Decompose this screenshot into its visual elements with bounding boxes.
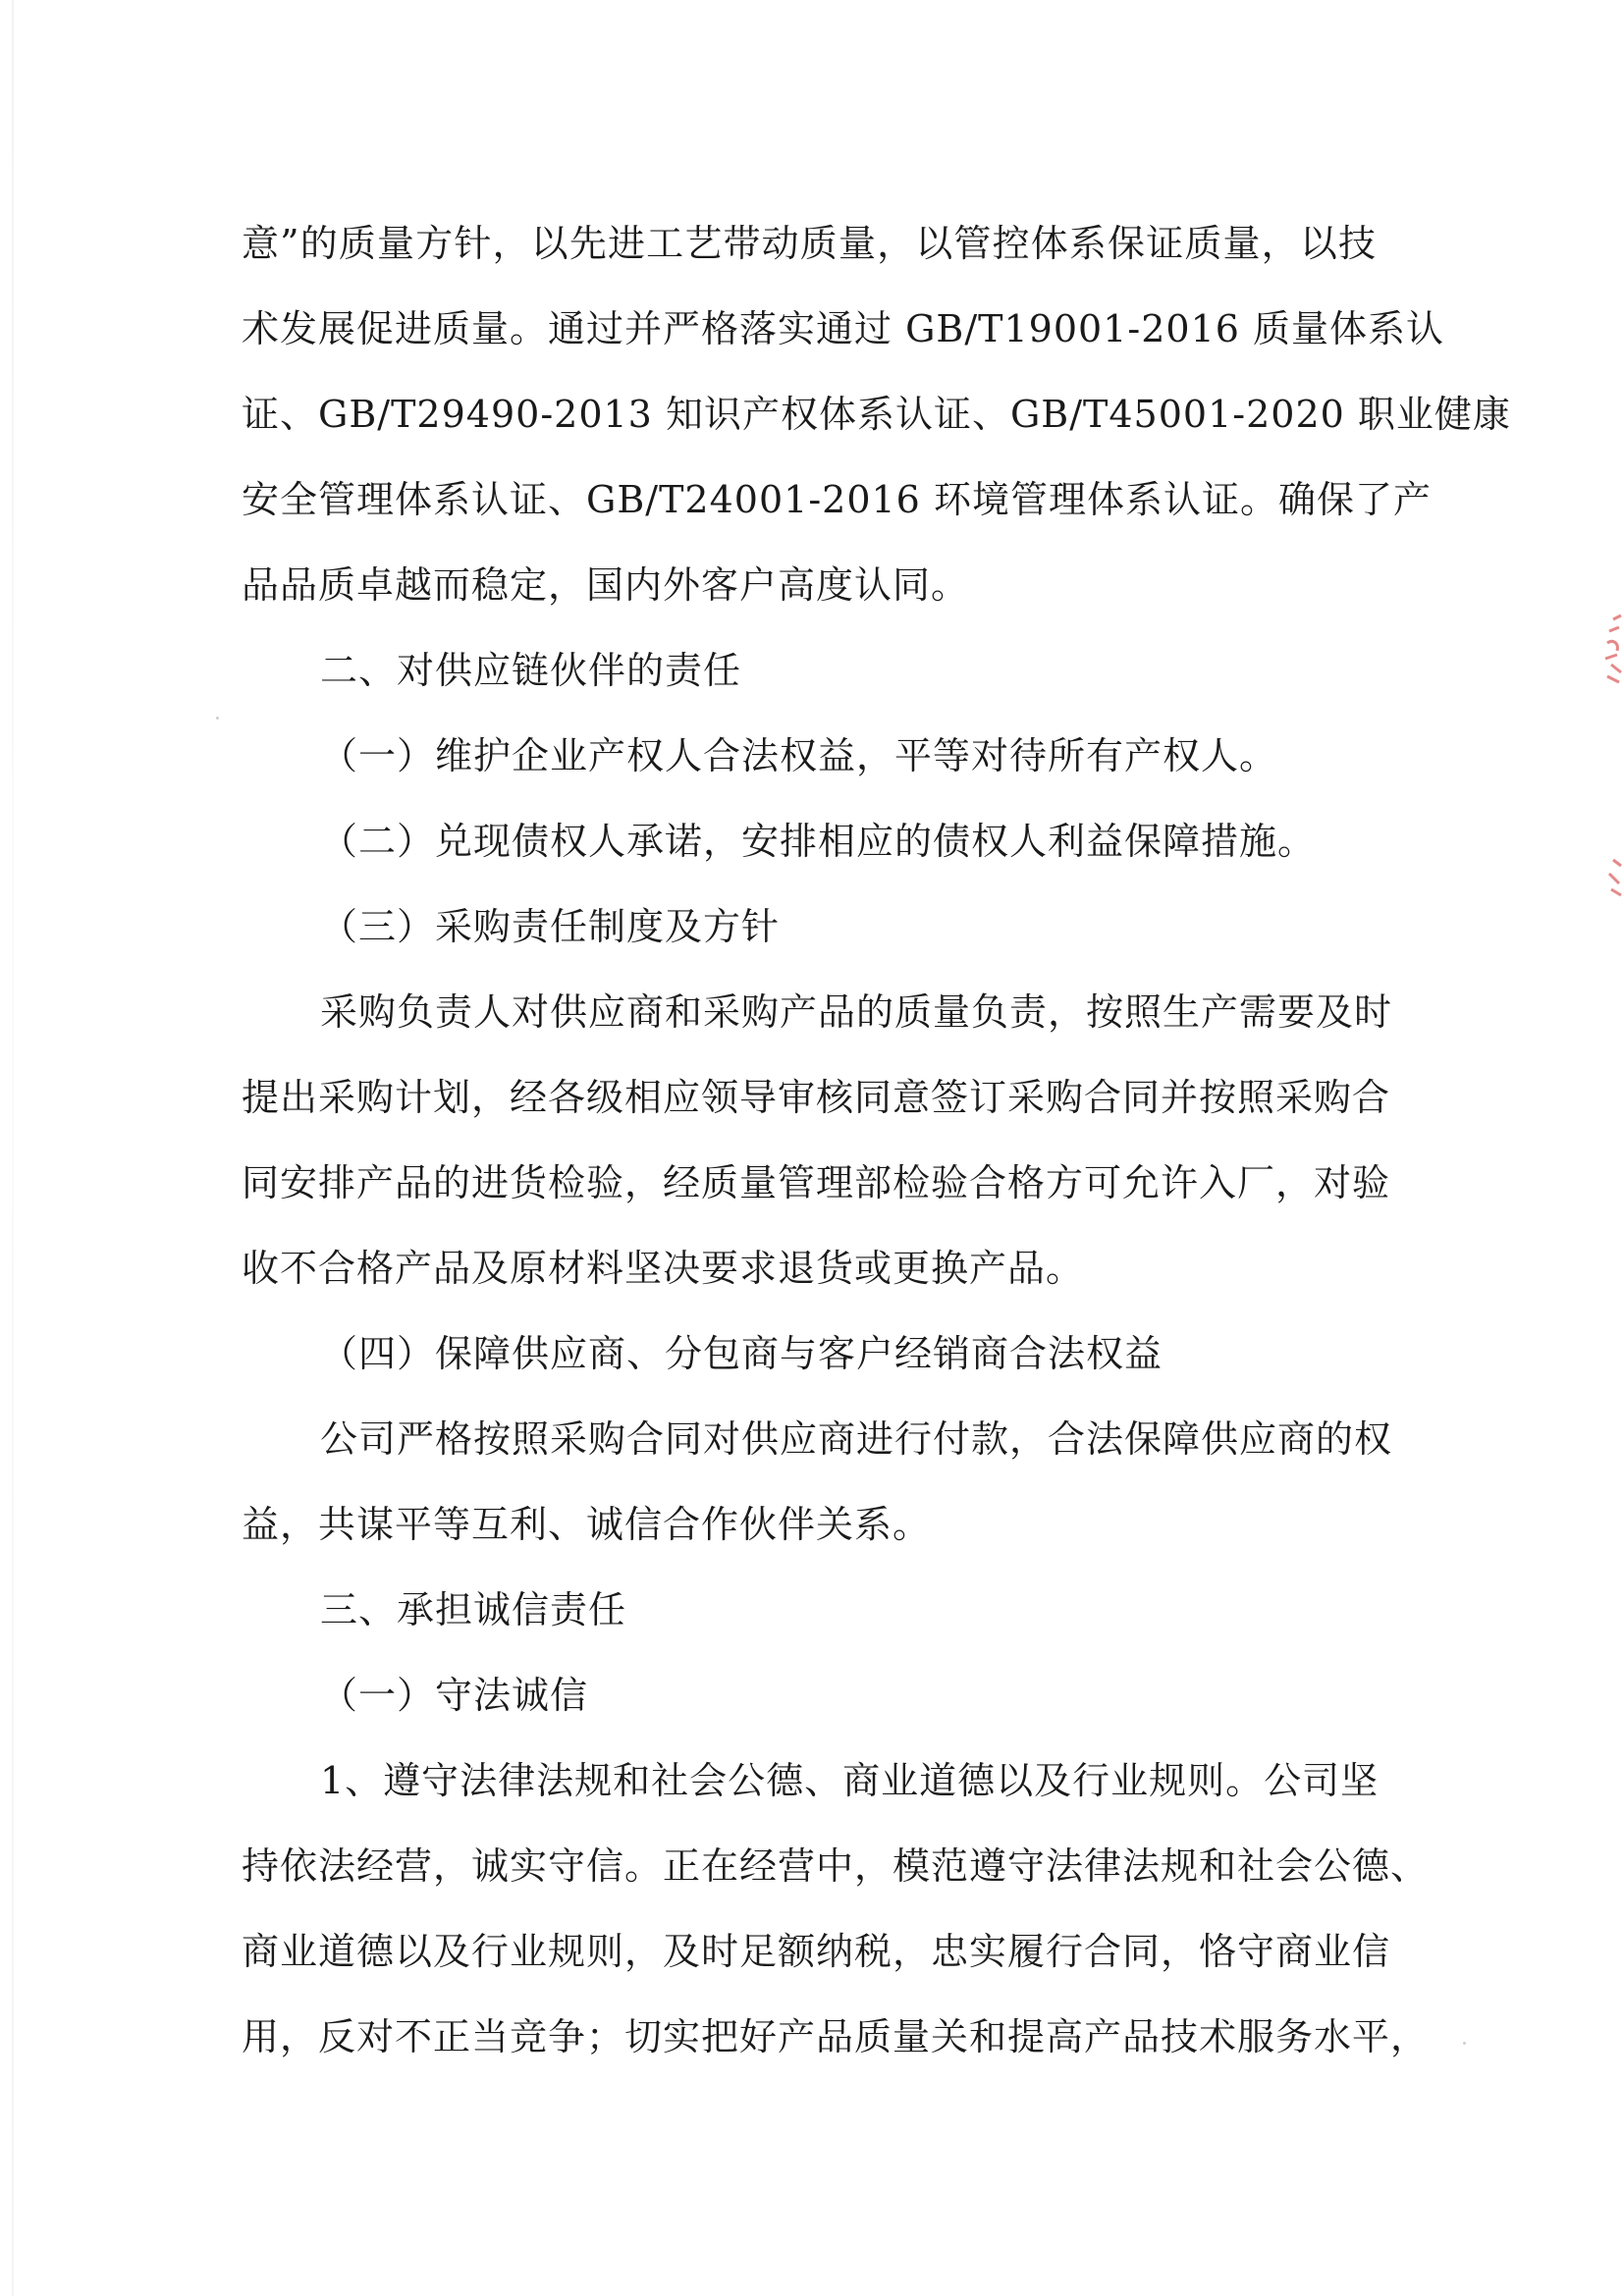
- text-line: （三）采购责任制度及方针: [320, 905, 781, 948]
- text-line: （一）守法诚信: [320, 1674, 589, 1717]
- text-line: 商业道德以及行业规则，及时足额纳税，忠实履行合同，恪守商业信: [242, 1930, 1391, 1973]
- text-line: 采购负责人对供应商和采购产品的质量负责，按照生产需要及时: [320, 990, 1393, 1034]
- text-line: 益，共谋平等互利、诚信合作伙伴关系。: [242, 1503, 932, 1546]
- text-line: 证、GB/T29490-2013 知识产权体系认证、GB/T45001-2020 职业健康: [242, 393, 1511, 436]
- text-line: 公司严格按照采购合同对供应商进行付款，合法保障供应商的权: [320, 1417, 1393, 1461]
- text-line: （四）保障供应商、分包商与客户经销商合法权益: [320, 1332, 1163, 1375]
- text-line: 提出采购计划，经各级相应领导审核同意签订采购合同并按照采购合: [242, 1076, 1391, 1119]
- text-line: 安全管理体系认证、GB/T24001-2016 环境管理体系认证。确保了产: [242, 478, 1432, 521]
- text-line: 二、对供应链伙伴的责任: [320, 649, 742, 692]
- scan-speck: [216, 717, 219, 720]
- text-line: 1、遵守法律法规和社会公德、商业道德以及行业规则。公司坚: [320, 1759, 1380, 1802]
- scan-edge: [12, 0, 14, 2296]
- text-line: 收不合格产品及原材料坚决要求退货或更换产品。: [242, 1247, 1085, 1290]
- text-line: 意”的质量方针，以先进工艺带动质量，以管控体系保证质量，以技: [242, 222, 1377, 265]
- text-line: 品品质卓越而稳定，国内外客户高度认同。: [242, 563, 970, 607]
- seal-fragment-bottom: [1584, 854, 1623, 903]
- seal-fragment-top: [1584, 614, 1623, 702]
- text-line: 用，反对不正当竞争；切实把好产品质量关和提高产品技术服务水平，: [242, 2015, 1430, 2058]
- scan-speck: [1463, 2042, 1466, 2045]
- text-line: 同安排产品的进货检验，经质量管理部检验合格方可允许入厂，对验: [242, 1161, 1391, 1204]
- text-line: （一）维护企业产权人合法权益，平等对待所有产权人。: [320, 734, 1278, 777]
- text-line: 持依法经营，诚实守信。正在经营中，模范遵守法律法规和社会公德、: [242, 1844, 1430, 1888]
- text-line: （二）兑现债权人承诺，安排相应的债权人利益保障措施。: [320, 820, 1317, 863]
- document-body: [242, 201, 1511, 2080]
- text-line: 术发展促进质量。通过并严格落实通过 GB/T19001-2016 质量体系认: [242, 307, 1445, 350]
- text-line: 三、承担诚信责任: [320, 1588, 627, 1631]
